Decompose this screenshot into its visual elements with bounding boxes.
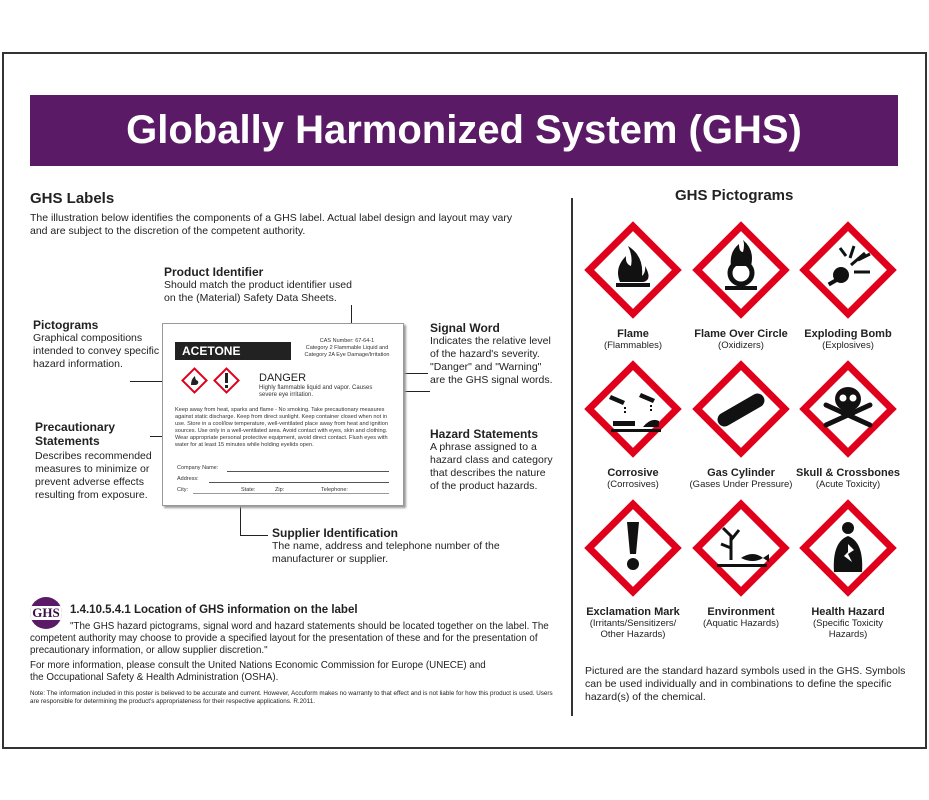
skull-crossbones-icon [798, 359, 898, 459]
callout-title: Product Identifier [164, 265, 264, 279]
address-line [209, 482, 389, 483]
label-cas [297, 338, 397, 359]
pictogram-exploding-bomb [793, 220, 903, 351]
address-field-label: Address: [177, 476, 199, 482]
more-info: For more information, please consult the United Nations Economic Commission for Europe (UNECE) and the Occupational Safety & Health Administration (OSHA). [30, 660, 486, 683]
flame-icon [583, 220, 683, 320]
pictogram-health-hazard [793, 498, 903, 640]
labels-intro: The illustration below identifies the components of a GHS label. Actual label design and layout may vary and are subject to the discretion of the competent authority. [30, 212, 513, 237]
leader-line [240, 535, 268, 536]
label-pictograms [181, 367, 241, 395]
pictogram-name: Skull & Crossbones [796, 467, 900, 479]
location-quote: "The GHS hazard pictograms, signal word and hazard statements should be located together on the label. The competent authority may choose to provide a specified layout for the presentation of these and for the presentation of precautionary information, or allow supplier discretion." [30, 621, 549, 656]
pictogram-description: (Acute Toxicity) [815, 479, 881, 490]
exclamation-mark-icon [583, 498, 683, 598]
pictogram-exclamation-mark [578, 498, 688, 640]
pictogram-description: (Oxidizers) [718, 340, 764, 351]
pictograms-footer: Pictured are the standard hazard symbols used in the GHS. Symbols can be used individually and in combinations to define the specific hazard(s) of the chemical. [585, 665, 906, 703]
callout-signal-word [430, 321, 555, 387]
flame-icon [182, 368, 206, 392]
callout-text: Graphical compositions intended to convey specific hazard information. [33, 332, 160, 370]
health-hazard-icon [798, 498, 898, 598]
callout-text: Indicates the relative level of the hazard's severity. "Danger" and "Warning" are the GHS signal words. [430, 335, 553, 386]
pictogram-environment [686, 498, 796, 629]
label-hazards: Highly flammable liquid and vapor. Causes severe eye irritation. [259, 385, 373, 398]
flame-over-circle-icon [691, 220, 791, 320]
page-title: Globally Harmonized System (GHS) [30, 95, 898, 166]
pictogram-description: (Explosives) [822, 340, 874, 351]
zip-field-label: Zip: [275, 487, 285, 493]
pictogram-description: (Aquatic Hazards) [702, 618, 780, 629]
telephone-field-label: Telephone: [321, 487, 348, 493]
pictogram-name: Health Hazard [811, 606, 885, 618]
label-precautions: Keep away from heat, sparks and flame - No smoking. Take precautionary measures against static discharge. Keep from direct sunlight. Keep container closed when not in use. Store in a cool/low temperature, well-ventilated place away from heat and ignition sources. Use only in a well-ventilated area. Avoid contact with eyes, skin and clothing. Wear appropriate personal protective equipment, avoid direct contact. Flush eyes with water for at least 15 minutes while holding eyelids open. [175, 407, 388, 448]
cas-number: CAS Number: 67-64-1 [319, 338, 375, 344]
label-signal-word: DANGER [259, 372, 307, 384]
callout-text: The name, address and telephone number of the manufacturer or supplier. [272, 540, 500, 565]
pictogram-name: Flame Over Circle [694, 328, 788, 340]
company-field-label: Company Name: [177, 465, 219, 471]
callout-text: A phrase assigned to a hazard class and category that describes the nature of the product hazards. [430, 441, 553, 492]
corrosive-icon [583, 359, 683, 459]
pictogram-description: (Gases Under Pressure) [689, 479, 793, 490]
pictogram-description: (Irritants/Sensitizers/ Other Hazards) [589, 618, 677, 640]
pictogram-description: (Specific Toxicity Hazards) [812, 618, 884, 640]
exploding-bomb-icon [798, 220, 898, 320]
callout-title: Precautionary Statements [35, 420, 116, 448]
hazard-category: Category 2 Flammable Liquid and Category 2A Eye Damage/Irritation [304, 345, 390, 358]
callout-hazard-statements [430, 427, 555, 493]
sample-label [162, 323, 404, 506]
callout-title: Signal Word [430, 321, 500, 335]
callout-text: Should match the product identifier used on the (Material) Safety Data Sheets. [164, 279, 352, 304]
callout-pictograms [33, 318, 163, 371]
pictogram-name: Gas Cylinder [707, 467, 775, 479]
logo-text: GHS [30, 606, 62, 620]
ghs-labels-heading: GHS Labels [30, 190, 115, 207]
column-divider [571, 198, 573, 716]
pictogram-name: Environment [707, 606, 775, 618]
pictogram-name: Flame [617, 328, 649, 340]
company-line [227, 471, 389, 472]
pictogram-gas-cylinder [686, 359, 796, 490]
pictogram-name: Corrosive [607, 467, 659, 479]
pictogram-name: Exploding Bomb [804, 328, 892, 340]
pictogram-description: (Corrosives) [607, 479, 659, 490]
pictogram-corrosive [578, 359, 688, 490]
callout-title: Hazard Statements [430, 427, 539, 441]
pictogram-skull-crossbones [793, 359, 903, 490]
location-heading: 1.4.10.5.4.1 Location of GHS information on the label [70, 604, 358, 616]
disclaimer-note: Note: The information included in this poster is believed to be accurate and current. However, Accuform makes no warranty to that effect and is not liable for how this product is used. Users are responsible for determining the product's appropriateness for their respective applications. R.2011. [30, 690, 553, 705]
callout-precautionary [35, 420, 155, 502]
gas-cylinder-icon [691, 359, 791, 459]
exclamation-mark-icon [214, 368, 238, 392]
pictogram-name: Exclamation Mark [586, 606, 680, 618]
pictogram-description: (Flammables) [603, 340, 663, 351]
callout-text: Describes recommended measures to minimize or prevent adverse effects resulting from exposure. [35, 450, 152, 501]
callout-title: Supplier Identification [272, 526, 399, 540]
pictogram-flame [578, 220, 688, 351]
callout-product-identifier [164, 265, 364, 305]
city-field-label: City: [177, 487, 188, 493]
environment-icon [691, 498, 791, 598]
ghs-pictograms-heading: GHS Pictograms [675, 187, 794, 204]
label-product-name: ACETONE [175, 342, 291, 360]
city-line [193, 493, 389, 494]
leader-line [240, 505, 241, 535]
callout-title: Pictograms [33, 318, 99, 332]
leader-line [130, 381, 166, 382]
state-field-label: State: [241, 487, 256, 493]
pictogram-flame-over-circle [686, 220, 796, 351]
callout-supplier [272, 526, 512, 566]
